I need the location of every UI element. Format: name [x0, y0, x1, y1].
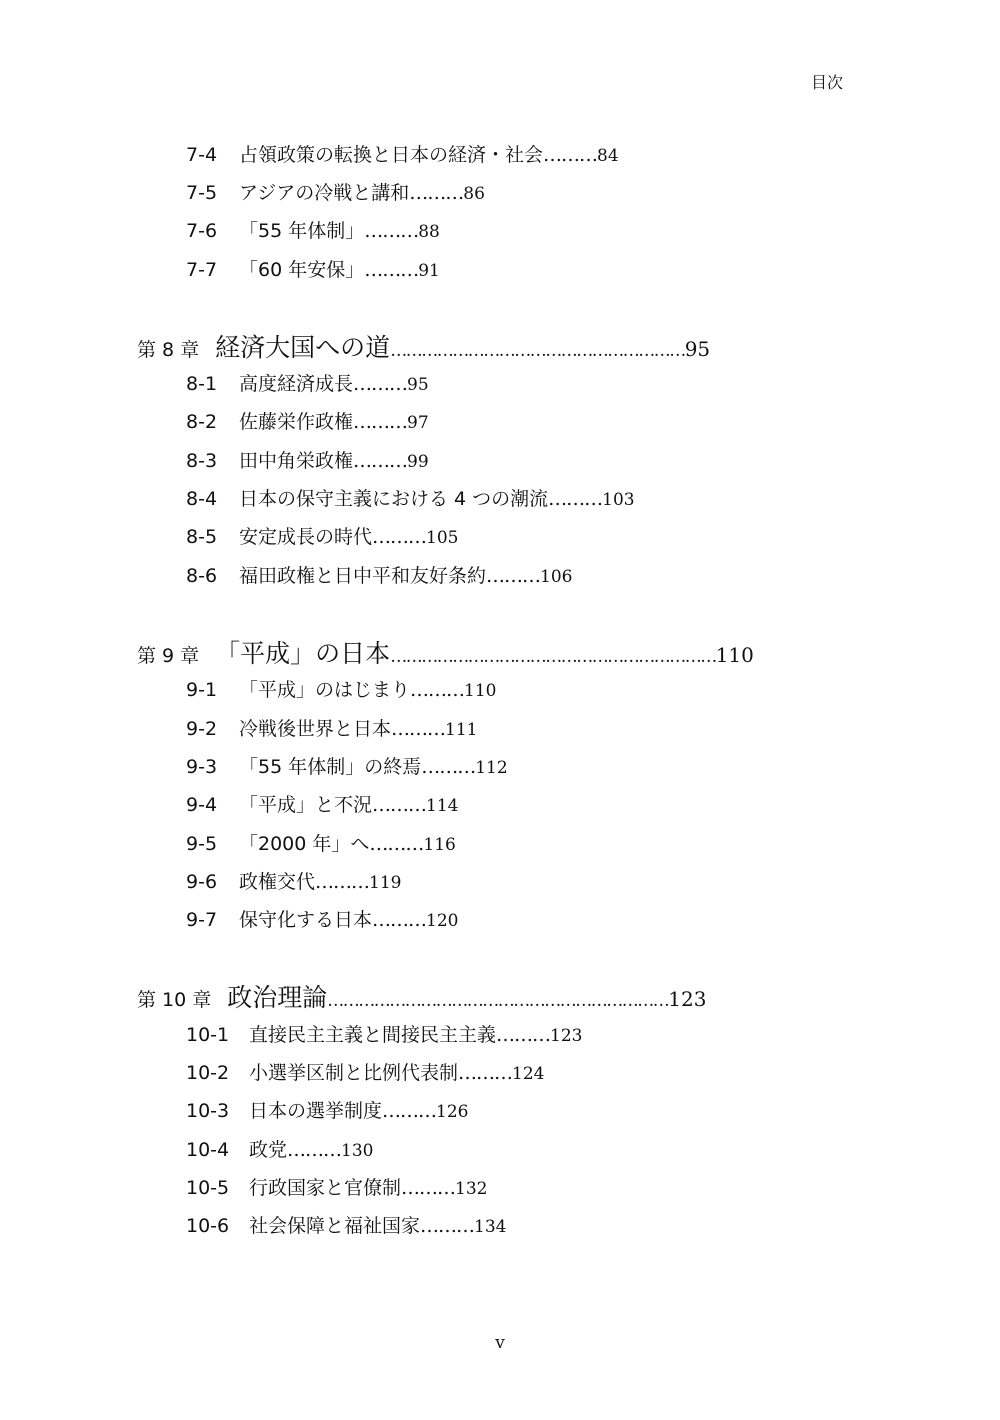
toc-entry [186, 752, 508, 782]
entry-number: 8-3 [186, 450, 218, 472]
entry-title: 「2000 年」へ [239, 833, 370, 855]
entry-title: 佐藤栄作政権 [239, 411, 354, 433]
toc-entry [186, 1096, 468, 1126]
leader-dots: ……… [382, 1100, 437, 1122]
leader-dots: ……… [287, 1139, 342, 1161]
leader-dots: ……… [315, 871, 370, 893]
entry-title: 小選挙区制と比例代表制 [249, 1062, 459, 1084]
entry-title: アジアの冷戦と講和 [239, 182, 410, 204]
entry-title: 冷戦後世界と日本 [239, 718, 392, 740]
leader-dots: ……… [421, 756, 476, 778]
toc-entry [186, 484, 635, 514]
chapter-number: 第 9 章 [137, 645, 200, 667]
leader-dots: ……… [548, 488, 603, 510]
entry-number: 10-6 [186, 1215, 230, 1237]
leader-dots: ……… [369, 833, 424, 855]
entry-page: 97 [407, 413, 429, 433]
entry-title: 「平成」のはじまり [239, 679, 411, 701]
entry-page: 132 [455, 1179, 488, 1199]
chapter-heading [137, 637, 754, 671]
toc-entry [186, 867, 401, 897]
leader-dots: ……… [372, 909, 427, 931]
toc-entry [186, 407, 429, 437]
leader-dots: ……… [401, 1177, 456, 1199]
leader-dots: ………………………………………………………… [327, 991, 669, 1011]
toc-entry [186, 522, 458, 552]
entry-title: 行政国家と官僚制 [249, 1177, 402, 1199]
entry-title: 安定成長の時代 [239, 526, 373, 548]
toc-entry [186, 829, 456, 859]
entry-page: 124 [512, 1064, 545, 1084]
entry-page: 103 [602, 490, 635, 510]
entry-page: 111 [445, 720, 478, 740]
entry-page: 110 [464, 681, 497, 701]
leader-dots: ……… [420, 1215, 475, 1237]
entry-title: 田中角栄政権 [239, 450, 354, 472]
entry-page: 119 [369, 873, 402, 893]
chapter-title: 政治理論 [227, 983, 328, 1012]
leader-dots: ……… [353, 373, 408, 395]
entry-page: 99 [407, 452, 429, 472]
leader-dots: ……… [364, 259, 419, 281]
leader-dots: ……… [486, 565, 541, 587]
entry-number: 10-3 [186, 1100, 230, 1122]
entry-number: 8-6 [186, 565, 218, 587]
entry-page: 91 [418, 261, 440, 281]
entry-page: 123 [550, 1026, 583, 1046]
entry-number: 8-1 [186, 373, 218, 395]
entry-number: 9-1 [186, 679, 218, 701]
chapter-title: 「平成」の日本 [215, 639, 391, 668]
entry-title: 高度経済成長 [239, 373, 354, 395]
entry-number: 7-4 [186, 144, 218, 166]
entry-number: 7-6 [186, 220, 218, 242]
entry-page: 120 [426, 911, 459, 931]
entry-title: 日本の保守主義における 4 つの潮流 [239, 488, 549, 510]
entry-number: 10-2 [186, 1062, 230, 1084]
entry-number: 9-6 [186, 871, 218, 893]
toc-entry [186, 1211, 506, 1241]
entry-title: 「60 年安保」 [239, 259, 365, 281]
leader-dots: ……… [409, 182, 464, 204]
entry-number: 8-4 [186, 488, 218, 510]
leader-dots: ……… [372, 526, 427, 548]
entry-title: 「55 年体制」 [239, 220, 365, 242]
entry-page: 105 [426, 528, 459, 548]
entry-title: 直接民主主義と間接民主主義 [249, 1024, 497, 1046]
leader-dots: ……… [353, 411, 408, 433]
entry-page: 88 [418, 222, 440, 242]
entry-page: 130 [341, 1141, 374, 1161]
entry-number: 9-7 [186, 909, 218, 931]
toc-entry [186, 1173, 487, 1203]
toc-entry [186, 675, 496, 705]
leader-dots: ……… [391, 718, 446, 740]
leader-dots: ……… [496, 1024, 551, 1046]
entry-number: 10-5 [186, 1177, 230, 1199]
toc-entry [186, 140, 619, 170]
entry-page: 134 [474, 1217, 507, 1237]
entry-title: 占領政策の転換と日本の経済・社会 [239, 144, 544, 166]
entry-number: 7-7 [186, 259, 218, 281]
entry-number: 9-5 [186, 833, 218, 855]
page-number: v [495, 1333, 505, 1353]
toc-entry [186, 905, 458, 935]
toc-entry [186, 216, 440, 246]
entry-title: 福田政権と日中平和友好条約 [239, 565, 487, 587]
entry-title: 社会保障と福祉国家 [249, 1215, 421, 1237]
entry-number: 10-4 [186, 1139, 230, 1161]
chapter-heading [137, 331, 710, 365]
entry-number: 8-5 [186, 526, 218, 548]
running-head: 目次 [810, 73, 843, 92]
leader-dots: ……… [543, 144, 598, 166]
leader-dots: ……… [458, 1062, 513, 1084]
entry-page: 84 [597, 146, 619, 166]
entry-page: 126 [436, 1102, 469, 1122]
entry-title: 日本の選挙制度 [249, 1100, 383, 1122]
entry-number: 9-3 [186, 756, 218, 778]
chapter-number: 第 8 章 [137, 339, 200, 361]
entry-number: 9-2 [186, 718, 218, 740]
entry-page: 112 [475, 758, 508, 778]
leader-dots: ……………………………………………………… [390, 647, 716, 667]
entry-title: 「55 年体制」の終焉 [239, 756, 422, 778]
toc-entry [186, 178, 485, 208]
toc-entry [186, 1058, 544, 1088]
entry-title: 「平成」と不況 [239, 794, 373, 816]
entry-page: 116 [423, 835, 456, 855]
toc-entry [186, 255, 440, 285]
entry-title: 保守化する日本 [239, 909, 373, 931]
chapter-number: 第 10 章 [137, 989, 212, 1011]
leader-dots: ……… [410, 679, 465, 701]
entry-number: 8-2 [186, 411, 218, 433]
toc-entry [186, 1135, 373, 1165]
chapter-heading [137, 981, 706, 1015]
entry-page: 106 [540, 567, 573, 587]
chapter-page: 123 [668, 987, 707, 1011]
leader-dots: ……… [372, 794, 427, 816]
leader-dots: ………………………………………………… [390, 341, 685, 361]
toc-entry [186, 1020, 582, 1050]
entry-number: 10-1 [186, 1024, 230, 1046]
entry-page: 86 [463, 184, 485, 204]
chapter-title: 経済大国への道 [215, 333, 391, 362]
entry-number: 7-5 [186, 182, 218, 204]
leader-dots: ……… [364, 220, 419, 242]
chapter-page: 110 [715, 643, 754, 667]
entry-title: 政権交代 [239, 871, 316, 893]
toc-entry [186, 561, 572, 591]
entry-title: 政党 [249, 1139, 288, 1161]
toc-entry [186, 714, 477, 744]
entry-number: 9-4 [186, 794, 218, 816]
leader-dots: ……… [353, 450, 408, 472]
toc-entry [186, 790, 458, 820]
toc-entry [186, 446, 429, 476]
chapter-page: 95 [684, 337, 711, 361]
entry-page: 95 [407, 375, 429, 395]
toc-entry [186, 369, 429, 399]
entry-page: 114 [426, 796, 459, 816]
